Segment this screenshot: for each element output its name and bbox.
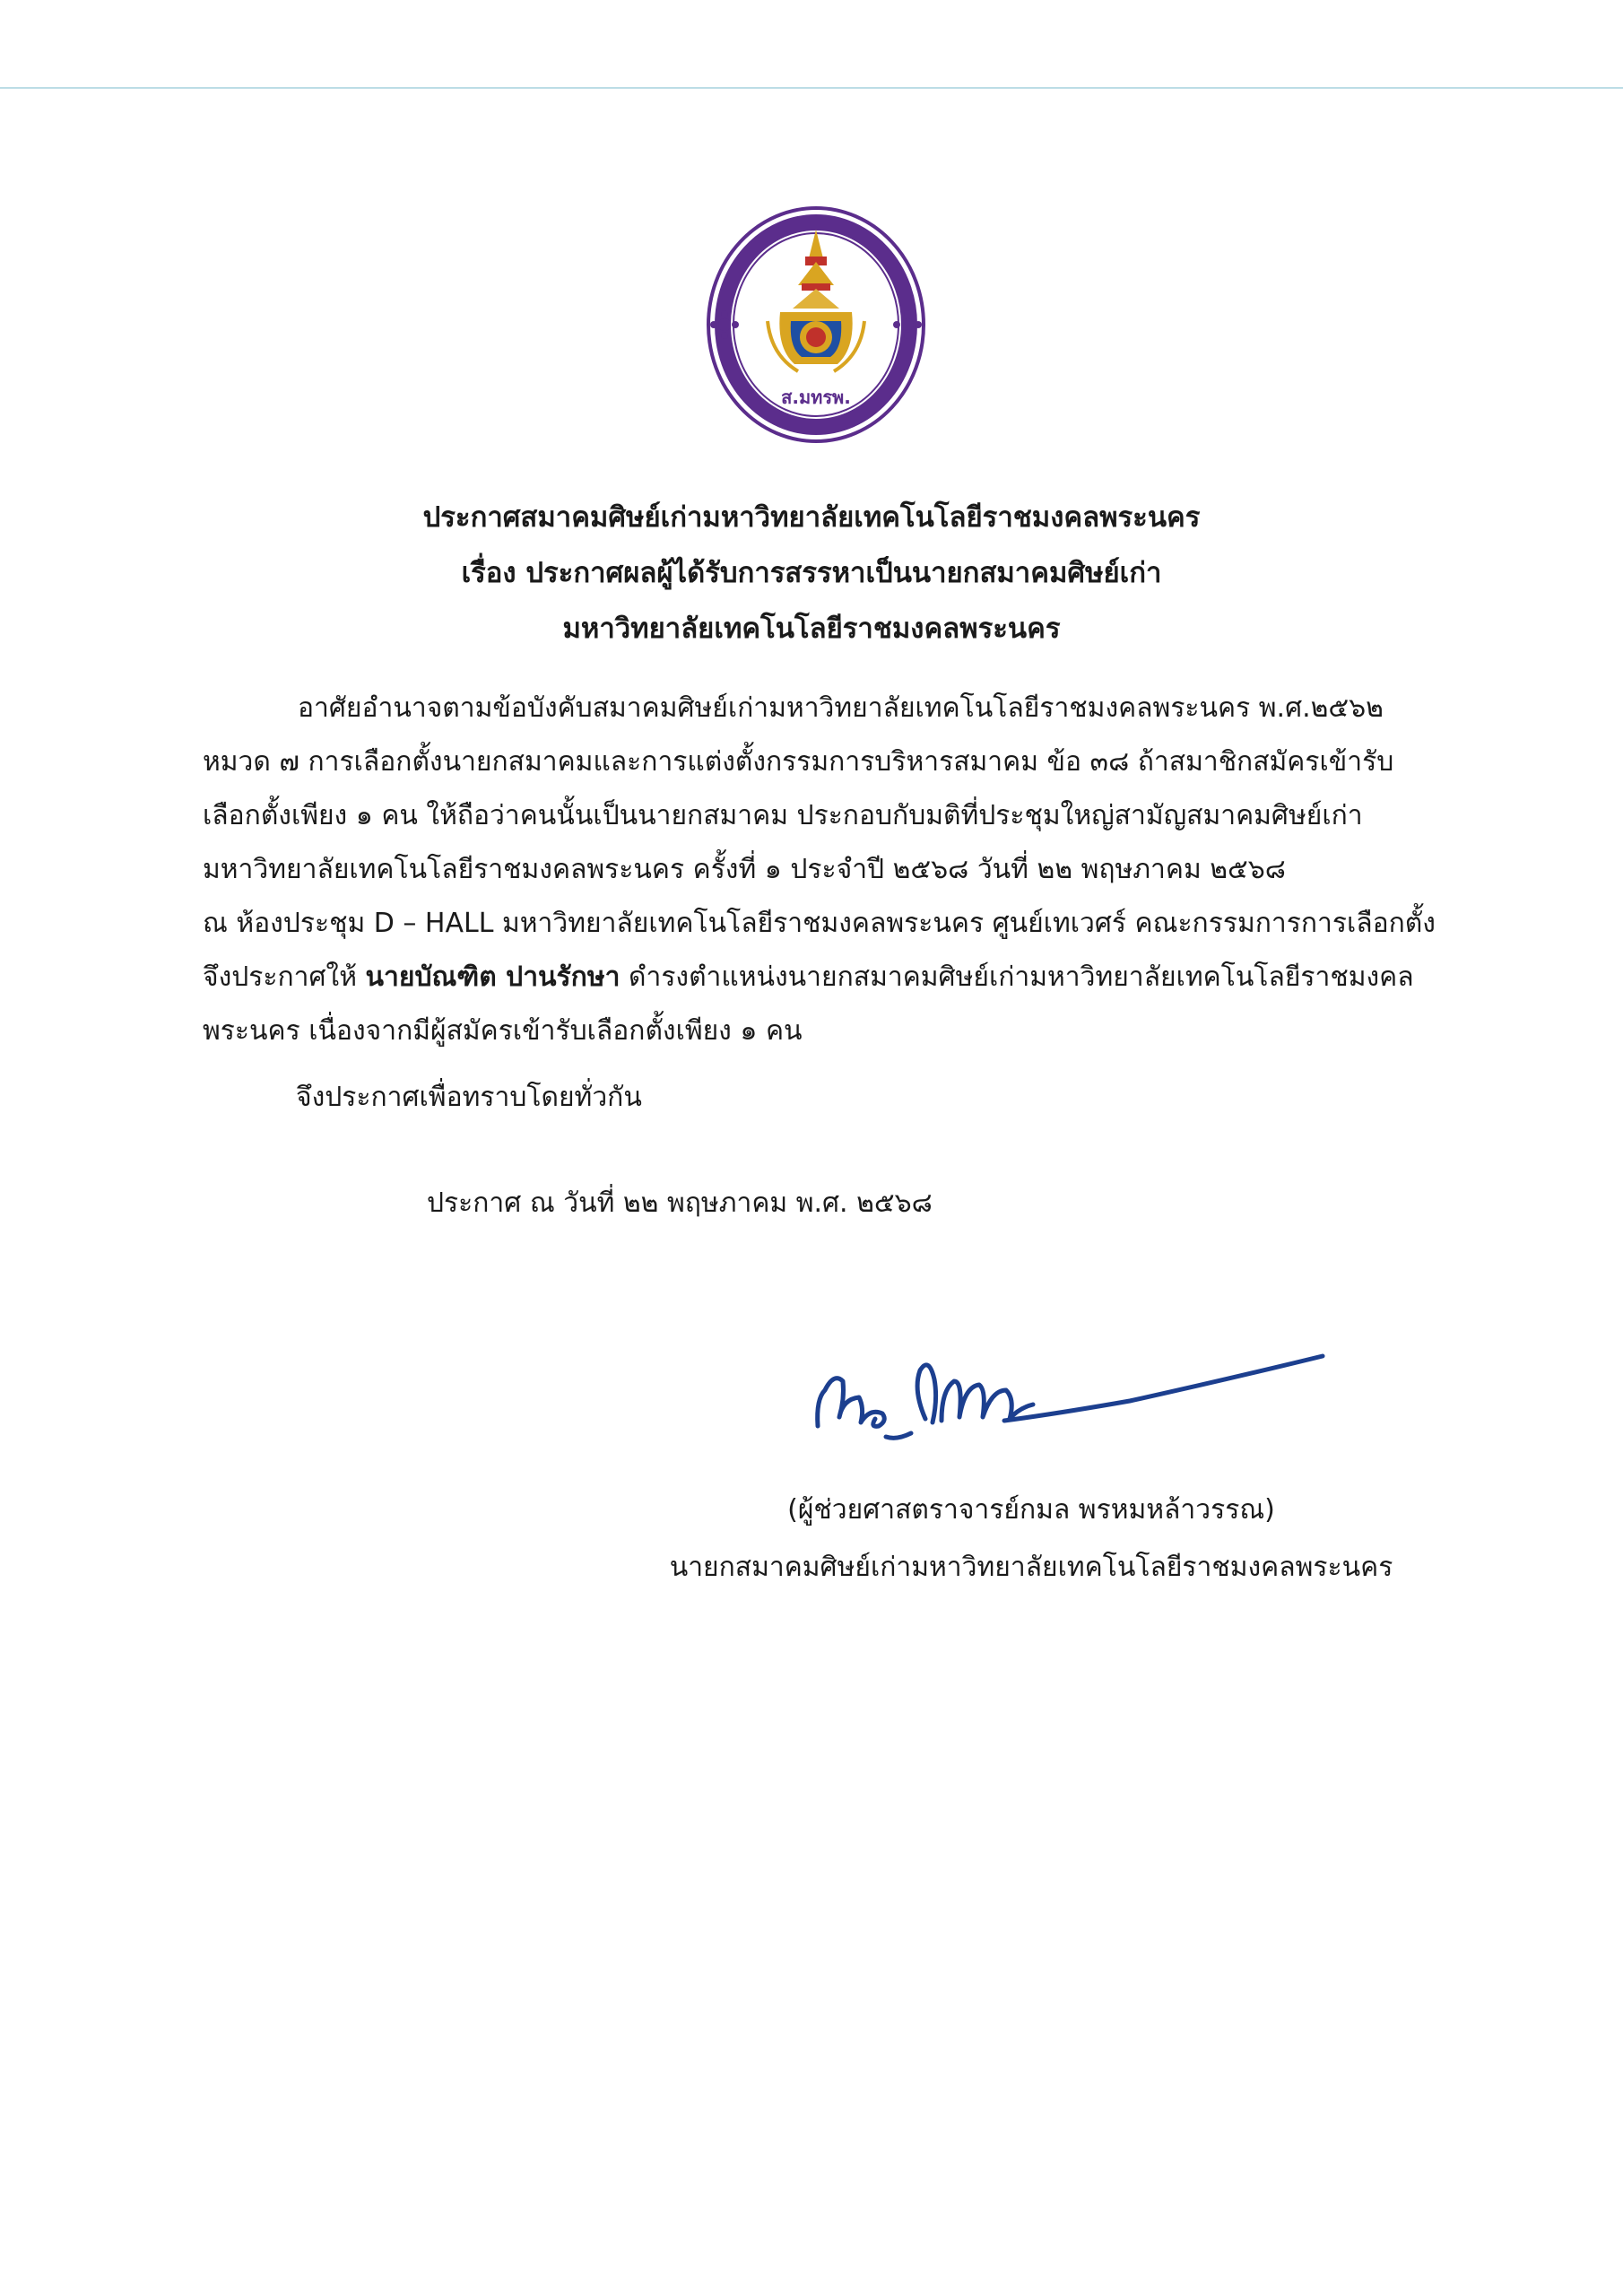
body-line-6-pre: จึงประกาศให้ bbox=[203, 961, 366, 993]
association-emblem bbox=[705, 204, 927, 445]
body-line-1: อาศัยอำนาจตามข้อบังคับสมาคมศิษย์เก่ามหาวิทยาลัยเทคโนโลยีราชมงคลพระนคร พ.ศ.๒๕๖๒ bbox=[298, 692, 1384, 724]
body-line-6-post: ดำรงตำแหน่งนายกสมาคมศิษย์เก่ามหาวิทยาลัยเทคโนโลยีราชมงคล bbox=[620, 961, 1414, 993]
body-line-3: เลือกตั้งเพียง ๑ คน ให้ถือว่าคนนั้นเป็นนายกสมาคม ประกอบกับมติที่ประชุมใหญ่สามัญสมาคมศิษย์เก่า bbox=[203, 800, 1363, 831]
signer-title: นายกสมาคมศิษย์เก่ามหาวิทยาลัยเทคโนโลยีราชมงคลพระนคร bbox=[669, 1552, 1393, 1583]
closing-statement: จึงประกาศเพื่อทราบโดยทั่วกัน bbox=[296, 1082, 642, 1113]
announcement-date: ประกาศ ณ วันที่ ๒๒ พฤษภาคม พ.ศ. ๒๕๖๘ bbox=[427, 1187, 933, 1219]
heading-line-3: มหาวิทยาลัยเทคโนโลยีราชมงคลพระนคร bbox=[562, 613, 1061, 645]
handwritten-signature bbox=[807, 1336, 1345, 1471]
body-line-4: มหาวิทยาลัยเทคโนโลยีราชมงคลพระนคร ครั้งที่ ๑ ประจำปี ๒๕๖๘ วันที่ ๒๒ พฤษภาคม ๒๕๖๘ bbox=[203, 854, 1286, 885]
announcement-body bbox=[203, 682, 1436, 1058]
announcement-heading bbox=[179, 490, 1444, 657]
signer-name: (ผู้ช่วยศาสตราจารย์กมล พรหมหล้าวรรณ) bbox=[787, 1494, 1275, 1526]
heading-line-1: ประกาศสมาคมศิษย์เก่ามหาวิทยาลัยเทคโนโลยีราชมงคลพระนคร bbox=[422, 501, 1201, 534]
body-line-5: ณ ห้องประชุม D – HALL มหาวิทยาลัยเทคโนโลยีราชมงคลพระนคร ศูนย์เทเวศร์ คณะกรรมการการเลือกตั้ง bbox=[203, 908, 1436, 939]
heading-line-2: เรื่อง ประกาศผลผู้ได้รับการสรรหาเป็นนายกสมาคมศิษย์เก่า bbox=[461, 557, 1162, 589]
elected-president-name: นายบัณฑิต ปานรักษา bbox=[365, 961, 621, 993]
top-rule bbox=[0, 87, 1623, 89]
body-line-6 bbox=[203, 951, 1422, 1004]
body-line-7: พระนคร เนื่องจากมีผู้สมัครเข้ารับเลือกตั้งเพียง ๑ คน bbox=[203, 1015, 803, 1047]
emblem-abbr: ส.มทรพ. bbox=[781, 387, 851, 408]
signer-block bbox=[628, 1482, 1435, 1596]
body-line-2: หมวด ๗ การเลือกตั้งนายกสมาคมและการแต่งตั้งกรรมการบริหารสมาคม ข้อ ๓๘ ถ้าสมาชิกสมัครเข้ารับ bbox=[203, 746, 1394, 778]
